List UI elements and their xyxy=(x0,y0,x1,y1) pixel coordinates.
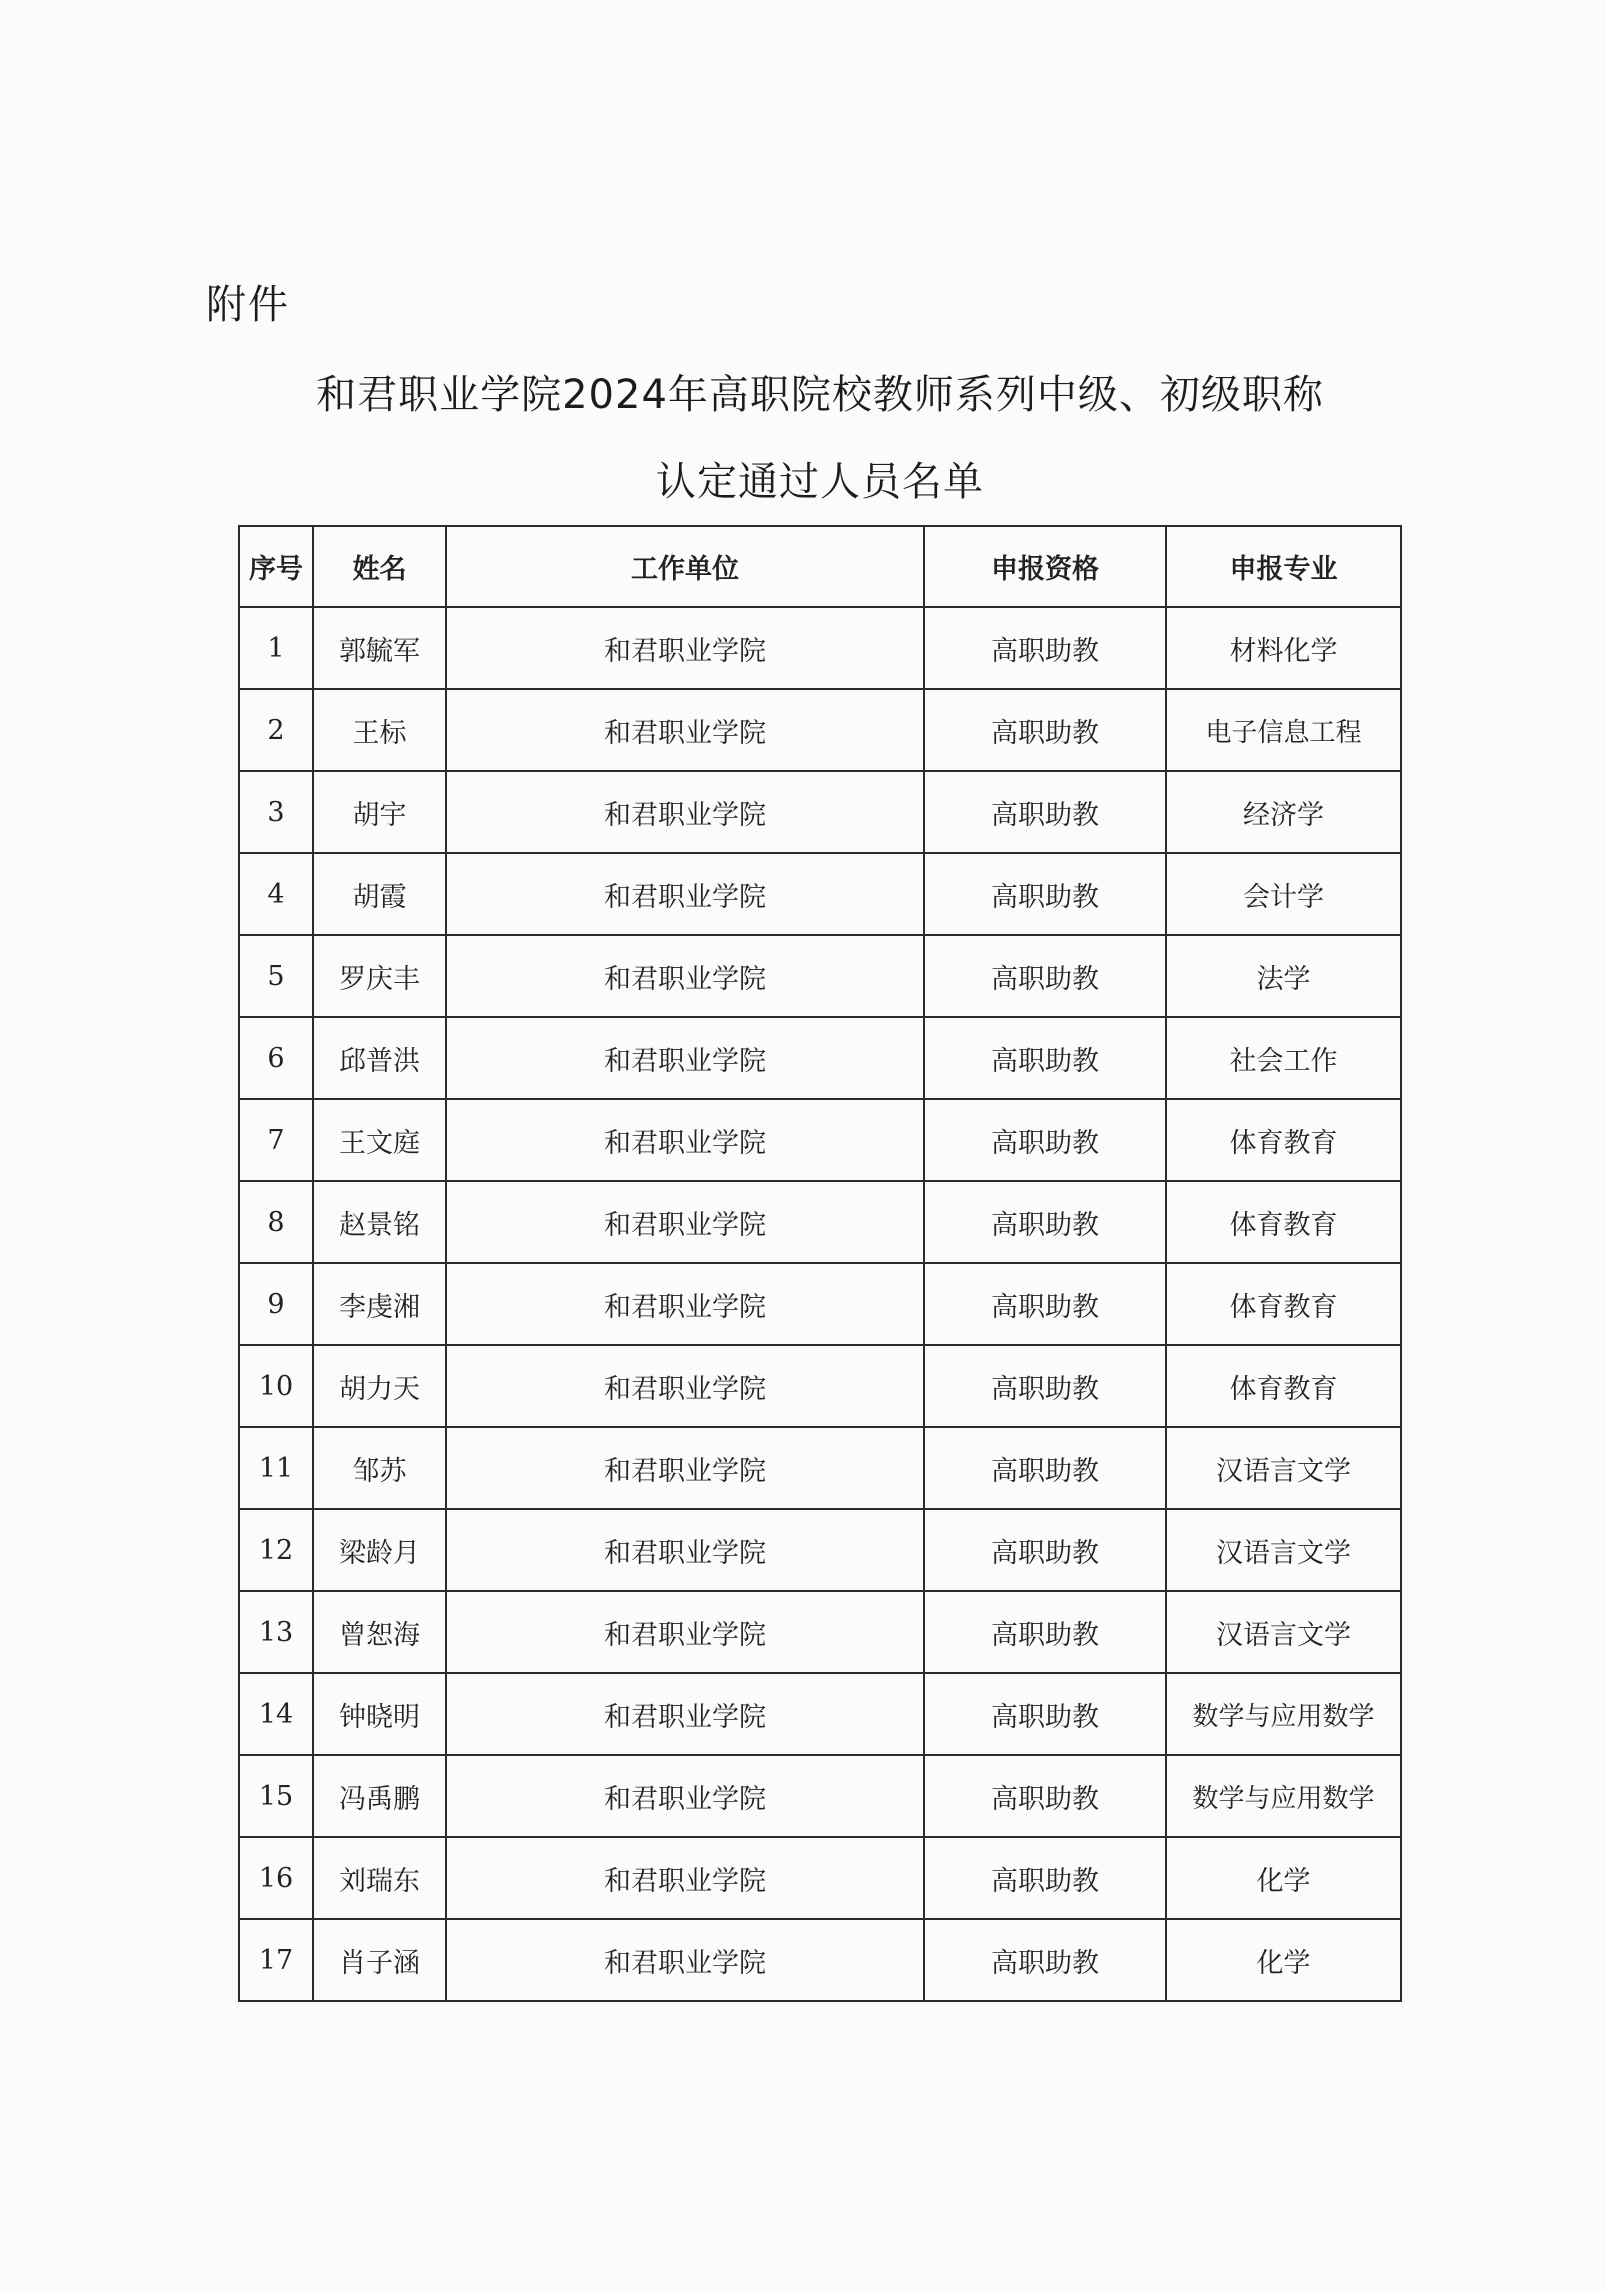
cell-seq: 7 xyxy=(239,1099,313,1181)
header-qualification: 申报资格 xyxy=(924,526,1166,607)
cell-qualification: 高职助教 xyxy=(924,1837,1166,1919)
cell-qualification: 高职助教 xyxy=(924,689,1166,771)
cell-major: 汉语言文学 xyxy=(1166,1591,1401,1673)
cell-seq: 16 xyxy=(239,1837,313,1919)
cell-name: 曾恕海 xyxy=(313,1591,446,1673)
table-row xyxy=(239,689,1401,771)
cell-seq: 8 xyxy=(239,1181,313,1263)
cell-unit: 和君职业学院 xyxy=(446,1755,924,1837)
cell-seq: 10 xyxy=(239,1345,313,1427)
header-unit: 工作单位 xyxy=(446,526,924,607)
cell-major: 体育教育 xyxy=(1166,1099,1401,1181)
header-major: 申报专业 xyxy=(1166,526,1401,607)
cell-name: 胡宇 xyxy=(313,771,446,853)
cell-major: 材料化学 xyxy=(1166,607,1401,689)
cell-major: 社会工作 xyxy=(1166,1017,1401,1099)
header-name: 姓名 xyxy=(313,526,446,607)
cell-seq: 9 xyxy=(239,1263,313,1345)
cell-name: 邹苏 xyxy=(313,1427,446,1509)
cell-major: 数学与应用数学 xyxy=(1166,1755,1401,1837)
cell-unit: 和君职业学院 xyxy=(446,1263,924,1345)
cell-major: 数学与应用数学 xyxy=(1166,1673,1401,1755)
cell-qualification: 高职助教 xyxy=(924,1591,1166,1673)
table-row xyxy=(239,1181,1401,1263)
cell-unit: 和君职业学院 xyxy=(446,1509,924,1591)
cell-seq: 13 xyxy=(239,1591,313,1673)
cell-unit: 和君职业学院 xyxy=(446,689,924,771)
cell-unit: 和君职业学院 xyxy=(446,1427,924,1509)
table-row xyxy=(239,1263,1401,1345)
document-title-line-2: 认定通过人员名单 xyxy=(656,459,984,505)
cell-seq: 14 xyxy=(239,1673,313,1755)
cell-unit: 和君职业学院 xyxy=(446,1919,924,2001)
table-row xyxy=(239,935,1401,1017)
table-row xyxy=(239,607,1401,689)
cell-qualification: 高职助教 xyxy=(924,771,1166,853)
cell-name: 王标 xyxy=(313,689,446,771)
table-row xyxy=(239,1509,1401,1591)
cell-unit: 和君职业学院 xyxy=(446,1591,924,1673)
cell-qualification: 高职助教 xyxy=(924,1755,1166,1837)
cell-qualification: 高职助教 xyxy=(924,1919,1166,2001)
cell-name: 冯禹鹏 xyxy=(313,1755,446,1837)
cell-major: 汉语言文学 xyxy=(1166,1427,1401,1509)
cell-seq: 15 xyxy=(239,1755,313,1837)
table-row xyxy=(239,1099,1401,1181)
table-row xyxy=(239,1345,1401,1427)
cell-name: 郭毓军 xyxy=(313,607,446,689)
table-row xyxy=(239,1591,1401,1673)
cell-qualification: 高职助教 xyxy=(924,935,1166,1017)
cell-major: 经济学 xyxy=(1166,771,1401,853)
cell-major: 体育教育 xyxy=(1166,1345,1401,1427)
cell-unit: 和君职业学院 xyxy=(446,1181,924,1263)
cell-qualification: 高职助教 xyxy=(924,1427,1166,1509)
attachment-label: 附件 xyxy=(206,282,290,328)
cell-seq: 2 xyxy=(239,689,313,771)
cell-major: 会计学 xyxy=(1166,853,1401,935)
table-row xyxy=(239,1017,1401,1099)
cell-seq: 11 xyxy=(239,1427,313,1509)
cell-qualification: 高职助教 xyxy=(924,1099,1166,1181)
table-row xyxy=(239,1427,1401,1509)
cell-name: 罗庆丰 xyxy=(313,935,446,1017)
cell-unit: 和君职业学院 xyxy=(446,1837,924,1919)
cell-unit: 和君职业学院 xyxy=(446,607,924,689)
cell-major: 法学 xyxy=(1166,935,1401,1017)
table-row xyxy=(239,1919,1401,2001)
cell-name: 李虔湘 xyxy=(313,1263,446,1345)
cell-major: 化学 xyxy=(1166,1919,1401,2001)
cell-name: 钟晓明 xyxy=(313,1673,446,1755)
cell-name: 胡霞 xyxy=(313,853,446,935)
cell-name: 赵景铭 xyxy=(313,1181,446,1263)
cell-qualification: 高职助教 xyxy=(924,1017,1166,1099)
cell-unit: 和君职业学院 xyxy=(446,1099,924,1181)
cell-qualification: 高职助教 xyxy=(924,853,1166,935)
cell-qualification: 高职助教 xyxy=(924,1181,1166,1263)
table-row xyxy=(239,771,1401,853)
cell-unit: 和君职业学院 xyxy=(446,1673,924,1755)
header-seq: 序号 xyxy=(239,526,313,607)
cell-major: 汉语言文学 xyxy=(1166,1509,1401,1591)
cell-unit: 和君职业学院 xyxy=(446,853,924,935)
cell-qualification: 高职助教 xyxy=(924,1673,1166,1755)
cell-unit: 和君职业学院 xyxy=(446,935,924,1017)
table-row xyxy=(239,1755,1401,1837)
cell-major: 体育教育 xyxy=(1166,1263,1401,1345)
cell-qualification: 高职助教 xyxy=(924,607,1166,689)
cell-seq: 4 xyxy=(239,853,313,935)
cell-seq: 12 xyxy=(239,1509,313,1591)
cell-qualification: 高职助教 xyxy=(924,1509,1166,1591)
cell-unit: 和君职业学院 xyxy=(446,1017,924,1099)
cell-seq: 3 xyxy=(239,771,313,853)
cell-major: 体育教育 xyxy=(1166,1181,1401,1263)
table-body xyxy=(239,607,1401,2001)
cell-major: 电子信息工程 xyxy=(1166,689,1401,771)
cell-qualification: 高职助教 xyxy=(924,1263,1166,1345)
cell-seq: 1 xyxy=(239,607,313,689)
cell-name: 梁龄月 xyxy=(313,1509,446,1591)
cell-name: 肖子涵 xyxy=(313,1919,446,2001)
cell-qualification: 高职助教 xyxy=(924,1345,1166,1427)
table-header-row xyxy=(239,526,1401,607)
cell-seq: 6 xyxy=(239,1017,313,1099)
document-title-line-1: 和君职业学院2024年高职院校教师系列中级、初级职称 xyxy=(316,372,1324,418)
cell-name: 邱普洪 xyxy=(313,1017,446,1099)
approved-personnel-table xyxy=(238,525,1402,2002)
cell-name: 刘瑞东 xyxy=(313,1837,446,1919)
cell-name: 王文庭 xyxy=(313,1099,446,1181)
cell-seq: 5 xyxy=(239,935,313,1017)
table-row xyxy=(239,1673,1401,1755)
cell-major: 化学 xyxy=(1166,1837,1401,1919)
table-row xyxy=(239,853,1401,935)
cell-seq: 17 xyxy=(239,1919,313,2001)
cell-unit: 和君职业学院 xyxy=(446,1345,924,1427)
cell-unit: 和君职业学院 xyxy=(446,771,924,853)
cell-name: 胡力天 xyxy=(313,1345,446,1427)
table-row xyxy=(239,1837,1401,1919)
